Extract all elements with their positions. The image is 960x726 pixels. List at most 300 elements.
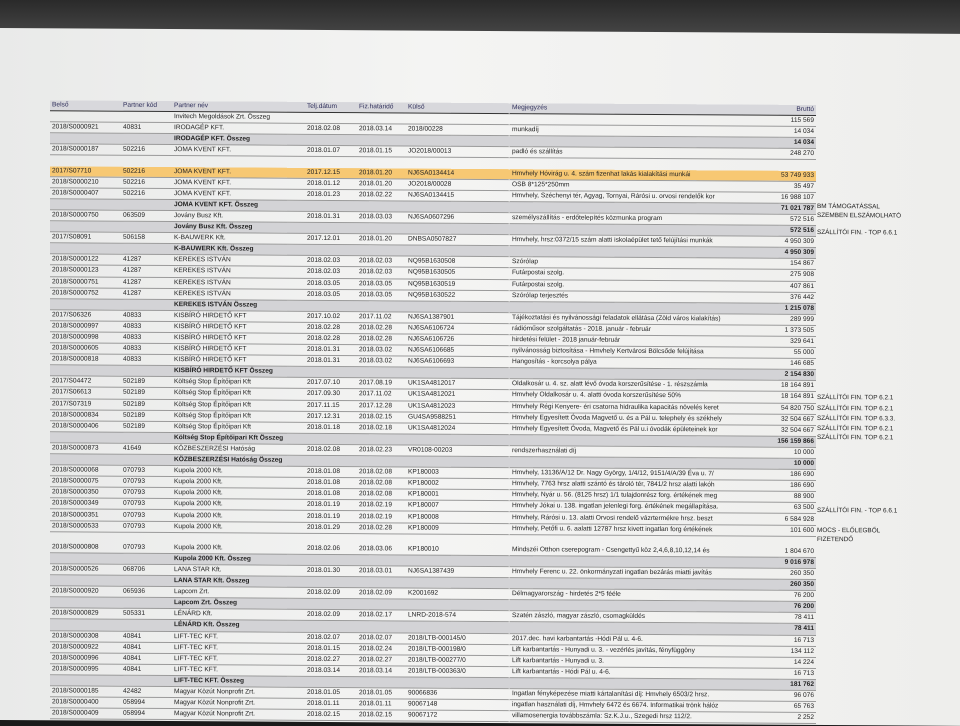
table-cell: 2018.01.08 — [305, 466, 357, 477]
table-cell: 88 900 — [740, 491, 816, 503]
table-cell: Költség Stop Építőipari Kft — [172, 399, 305, 411]
table-cell: rendszerhasználati díj — [510, 446, 740, 458]
table-cell: 146 685 — [740, 358, 816, 370]
table-cell — [121, 243, 172, 254]
table-cell: 070793 — [121, 510, 172, 521]
table-cell: JOMA KVENT KFT. — [172, 177, 305, 189]
table-cell: 068706 — [121, 564, 172, 575]
table-cell: 2018.01.20 — [357, 168, 406, 179]
table-cell: 2018.03.05 — [357, 278, 406, 289]
table-cell: 2018/LTB-000277/0 — [406, 655, 510, 667]
side-note: BM TÁMOGATÁSSAL — [817, 202, 880, 211]
table-cell: 2018.02.08 — [305, 444, 357, 455]
table-cell: munkadíj — [510, 125, 740, 137]
table-cell: 2018.01.20 — [357, 178, 406, 189]
table-cell: NJ6SA0607296 — [406, 212, 510, 224]
table-cell: Költség Stop Építőipari Kft — [172, 388, 305, 400]
table-cell: 1 215 078 — [740, 303, 816, 315]
table-cell — [50, 675, 121, 687]
table-cell: Hmvhely Hóvirág u. 4. szám fizenhat lakás kialakítási munkái — [510, 169, 740, 181]
table-cell: 40831 — [121, 122, 172, 133]
table-cell: Mindszéi Otthon cserepogram - Csengettyű köz 2,4,6,8,10,12,14 és — [510, 545, 740, 557]
table-cell: 572 516 — [740, 225, 816, 237]
table-cell: 6 584 928 — [740, 513, 816, 525]
table-cell: 2018/S0000997 — [50, 321, 121, 333]
table-cell — [406, 555, 510, 567]
table-cell: KP180010 — [406, 544, 510, 555]
table-cell: 2017.12.01 — [305, 233, 357, 244]
table-cell: 502189 — [121, 399, 172, 410]
table-cell: 2018/S0000533 — [50, 520, 121, 532]
table-cell: Költség Stop Építőipari Kft Összeg — [172, 432, 305, 444]
table-cell: 2018.01.23 — [305, 189, 357, 200]
table-cell — [406, 599, 510, 611]
table-cell: 2018/S0000068 — [50, 465, 121, 477]
table-cell: 40833 — [121, 310, 172, 321]
table-cell: Hmvhely, Rárósi u. 13. alatti Orvosi rendelő vázrtermékre hrsz. beszt — [510, 512, 740, 524]
table-cell: Kupola 2000 Kft. — [172, 488, 305, 500]
table-cell — [740, 159, 816, 170]
table-cell: Hmvhely Egyesített Óvoda Magvető u. és a Pál u. telephely és székhely — [510, 412, 740, 424]
table-cell: 2018.03.05 — [305, 289, 357, 300]
table-cell: 2 154 830 — [740, 369, 816, 381]
table-cell: LANA STAR Kft. — [172, 564, 305, 576]
table-cell: 2018.02.28 — [305, 322, 357, 333]
table-cell: 2018.02.28 — [357, 522, 406, 533]
table-cell: 4 950 309 — [740, 236, 816, 248]
side-note: SZÁLLÍTÓI FIN. TOP 6.2.1 — [817, 433, 894, 442]
table-cell: K-BAUWERK Kft. — [172, 233, 305, 245]
table-cell: Futárpostai szolg. — [510, 268, 740, 280]
table-cell: Kupola 2000 Kft. Összeg — [172, 553, 305, 565]
table-cell: NJ6SA6106726 — [406, 334, 510, 346]
table-cell: 2018/S0000400 — [50, 697, 121, 709]
table-cell — [50, 243, 121, 255]
table-cell: 260 350 — [740, 579, 816, 591]
table-cell: KP180001 — [406, 489, 510, 501]
table-cell: Délmagyarország - hirdetés 2*5 fééle — [510, 589, 740, 601]
table-cell: 058994 — [121, 708, 172, 719]
table-cell: 2018.02.15 — [357, 411, 406, 422]
table-cell: Szatén zászló, magyar zászló, csomagküldés — [510, 611, 740, 623]
table-cell: 2018.03.14 — [357, 124, 406, 135]
table-cell: 14 034 — [740, 137, 816, 149]
table-cell: LIFT-TEC KFT. — [172, 631, 305, 643]
table-cell: 2018/S0000995 — [50, 664, 121, 676]
table-cell — [121, 454, 172, 465]
table-cell: 502216 — [121, 188, 172, 199]
table-cell: Hmvhely Egyesített Óvoda, Magvető és Pál u.i óvodák épületeinek kor — [510, 423, 740, 435]
table-cell: JO2018/00028 — [406, 179, 510, 191]
table-cell: 2018.01.15 — [357, 146, 406, 157]
table-cell: NJ6SA6106685 — [406, 345, 510, 357]
table-cell: 2018/S0000187 — [50, 144, 121, 156]
side-note: SZÁLLÍTÓI FIN. - TOP 6.6.1 — [817, 506, 898, 515]
table-cell: 2018/S0000122 — [50, 254, 121, 266]
table-cell — [50, 221, 121, 233]
table-cell: 2018/S0000350 — [50, 487, 121, 499]
table-cell: Kupola 2000 Kft. — [172, 543, 305, 554]
table-cell: Hmvhely Jókai u. 138. ingatlan jelenlegi forg. értékének megállapítása. — [510, 501, 740, 513]
table-cell: JOMA KVENT KFT. — [172, 167, 305, 178]
table-cell: Hmvhely, 7763 hrsz alatti szántó és tároló tér, 7841/2 hrsz alatti lakóh — [510, 479, 740, 491]
table-cell: Hmvhely Ferenc u. 22. önkormányzati ingatlan bezárás miatti javítás — [510, 567, 740, 579]
table-cell — [406, 135, 510, 147]
table-cell: 289 999 — [740, 314, 816, 326]
table-cell: 2018/S0000752 — [50, 287, 121, 299]
table-cell: KEREKES ISTVÁN — [172, 266, 305, 278]
table-cell: Magyar Közút Nonprofit Zrt. — [172, 687, 305, 699]
table-cell: 2018.02.09 — [305, 587, 357, 598]
table-cell: Kupola 2000 Kft. — [172, 510, 305, 522]
table-cell: Kupola 2000 Kft. — [172, 466, 305, 478]
table-cell: 40833 — [121, 332, 172, 343]
table-cell: Kupola 2000 Kft. — [172, 477, 305, 489]
table-cell — [305, 112, 357, 123]
table-cell: 14 224 — [740, 657, 816, 669]
table-cell: 32 504 667 — [740, 414, 816, 426]
table-cell: 115 569 — [740, 115, 816, 127]
table-cell — [406, 201, 510, 213]
table-cell — [357, 157, 406, 168]
table-cell: 181 762 — [740, 679, 816, 691]
table-cell: NQ95B1630505 — [406, 267, 510, 279]
table-cell — [50, 199, 121, 211]
table-cell: 2018.01.29 — [305, 522, 357, 533]
table-cell — [305, 367, 357, 378]
table-cell — [50, 553, 121, 565]
table-cell: 502216 — [121, 145, 172, 156]
table-cell: 42482 — [121, 686, 172, 697]
table-cell: 2018.02.24 — [357, 643, 406, 654]
table-cell: Lapcom Zrt. — [172, 587, 305, 599]
table-cell: 2018.02.08 — [357, 467, 406, 478]
table-cell: 18 164 891 — [740, 391, 816, 403]
side-note: SZÁLLÍTÓI FIN. TOP 6.2.1 — [817, 404, 894, 413]
table-cell: 572 516 — [740, 214, 816, 226]
table-cell — [357, 223, 406, 234]
table-cell — [121, 675, 172, 686]
column-header: Megjegyzés — [510, 103, 740, 115]
table-cell — [50, 454, 121, 466]
table-cell: KP180008 — [406, 511, 510, 523]
table-cell: 260 350 — [740, 568, 816, 580]
table-cell: ingatlan használati díj, Hmvhely 6472 és 6674. Informatikai trönk hálóz — [510, 700, 740, 712]
table-cell: 156 159 866 — [740, 436, 816, 448]
table-cell: 329 641 — [740, 336, 816, 348]
table-cell: 2018.02.28 — [357, 334, 406, 345]
table-cell: 2017.11.02 — [357, 389, 406, 400]
table-cell — [50, 432, 121, 444]
table-cell: 2018/S0000922 — [50, 641, 121, 653]
table-cell: 2018.01.30 — [305, 565, 357, 576]
table-cell: 2018/S0000349 — [50, 498, 121, 510]
table-cell: 2018.01.07 — [305, 146, 357, 157]
table-cell — [357, 533, 406, 544]
table-cell: villamosenergia továbbszámla: Sz.K.J.u., Szegedi hrsz 112/2. — [510, 711, 740, 723]
table-cell: 2018/S0000406 — [50, 421, 121, 433]
table-cell: 2018.02.15 — [357, 710, 406, 721]
table-cell: KISBÍRÓ HIRDETŐ KFT Összeg — [172, 366, 305, 378]
table-cell: UK1SA4812023 — [406, 401, 510, 413]
side-note: SZEMBEN ELSZÁMOLHATÓ — [817, 211, 902, 220]
table-cell: KP180003 — [406, 467, 510, 479]
table-cell: Szórólap terjesztés — [510, 290, 740, 302]
table-cell — [357, 577, 406, 588]
table-cell: 2018.02.06 — [305, 544, 357, 555]
table-cell — [357, 367, 406, 378]
table-cell: Lift karbantartás - Hunyadi u. 3. - vezérlés javítás, fényfüggöny — [510, 644, 740, 656]
table-cell: 2017.07.10 — [305, 378, 357, 389]
table-cell: 2018.01.20 — [357, 234, 406, 245]
table-cell: NQ95B1630522 — [406, 290, 510, 302]
table-cell: KISBÍRÓ HIRDETŐ KFT — [172, 310, 305, 322]
table-cell: 40833 — [121, 321, 172, 332]
table-cell — [50, 619, 121, 631]
table-cell: VR0108-00203 — [406, 445, 510, 457]
table-cell: Tájékoztatási és nyilvánossági feladatok ellátása (Zöld város kialakítás) — [510, 312, 740, 324]
table-cell: 2018.02.08 — [357, 489, 406, 500]
table-cell: KP180002 — [406, 478, 510, 490]
table-cell: 53 749 933 — [740, 170, 816, 181]
table-cell — [305, 576, 357, 587]
table-cell: 2018/S0000998 — [50, 332, 121, 344]
table-cell: 186 690 — [740, 469, 816, 481]
table-cell: 070793 — [121, 499, 172, 510]
table-cell: 2018/LTB-000145/0 — [406, 632, 510, 644]
table-cell: 2018.01.19 — [305, 500, 357, 511]
table-cell: 2018.01.31 — [305, 211, 357, 222]
table-cell — [50, 111, 121, 123]
table-cell: 070793 — [121, 521, 172, 532]
table-cell: 2018.02.22 — [357, 189, 406, 200]
table-cell — [406, 434, 510, 446]
table-cell — [121, 365, 172, 376]
table-cell: LNRD-2018-574 — [406, 610, 510, 622]
table-cell — [357, 113, 406, 124]
table-cell: KEREKES ISTVÁN — [172, 255, 305, 267]
table-cell — [50, 365, 121, 377]
table-cell: Invitech Megoldások Zrt. Összeg — [172, 112, 305, 124]
table-cell: 2018.01.11 — [305, 698, 357, 709]
table-cell: NJ6SA0134415 — [406, 190, 510, 202]
table-cell: 2018.01.08 — [305, 489, 357, 500]
table-cell: 76 200 — [740, 590, 816, 602]
table-cell: 2018.02.19 — [357, 500, 406, 511]
table-cell: K-BAUWERK Kft. Összeg — [172, 244, 305, 256]
table-cell: 2018.02.18 — [357, 422, 406, 433]
table-cell: 2017.10.02 — [305, 311, 357, 322]
table-cell: 2018.01.31 — [305, 344, 357, 355]
table-cell: 41287 — [121, 266, 172, 277]
table-cell: 90067148 — [406, 699, 510, 711]
table-cell: 2017.09.30 — [305, 389, 357, 400]
table-cell — [406, 677, 510, 689]
table-cell: 16 713 — [740, 668, 816, 680]
table-cell: 2018/S0000834 — [50, 409, 121, 421]
table-cell: 2018/S0000829 — [50, 608, 121, 620]
table-cell: KP180007 — [406, 500, 510, 512]
table-cell: Hmvhely, hrsz:0372/15 szám alatti iskolaépület tető felújítási munkák — [510, 235, 740, 247]
table-cell: 070793 — [121, 465, 172, 476]
table-cell — [121, 532, 172, 543]
table-cell: 2018/S0000920 — [50, 586, 121, 598]
table-cell: Kupola 2000 Kft. — [172, 499, 305, 511]
table-cell: 2018.01.31 — [305, 356, 357, 367]
table-cell — [305, 433, 357, 444]
table-cell: Költség Stop Építőipari Kft — [172, 421, 305, 433]
table-cell: NJ6SA6106724 — [406, 323, 510, 335]
table-cell: 41649 — [121, 443, 172, 454]
table-cell — [305, 676, 357, 687]
table-cell: 2018.02.07 — [357, 632, 406, 643]
table-cell — [406, 113, 510, 125]
table-cell: 2018/S0000308 — [50, 630, 121, 642]
side-note: SZÁLLÍTÓI FIN. - TOP 6.6.1 — [817, 228, 898, 237]
table-cell: 14 034 — [740, 126, 816, 138]
table-cell: 41287 — [121, 255, 172, 266]
table-cell — [305, 533, 357, 544]
table-cell: UK1SA4812017 — [406, 378, 510, 390]
table-cell: 2018.01.05 — [305, 687, 357, 698]
table-cell: 2017/S08091 — [50, 232, 121, 244]
table-cell — [50, 597, 121, 609]
table-cell: 9 016 978 — [740, 557, 816, 569]
table-cell — [357, 599, 406, 610]
table-cell: 2017/S06613 — [50, 387, 121, 399]
table-cell: 2018.02.15 — [305, 710, 357, 721]
table-cell: 2018.01.11 — [357, 699, 406, 710]
table-cell: 78 411 — [740, 623, 816, 635]
table-cell: Magyar Közút Nonprofit Zrt. — [172, 709, 305, 721]
table-cell: Hmvhely Régi Kenyere- éri csatorna hidraulika kapacitás növelés keret — [510, 401, 740, 413]
table-cell: LANA STAR Kft. Összeg — [172, 576, 305, 588]
table-cell: 2018.03.03 — [357, 212, 406, 223]
table-cell — [357, 245, 406, 256]
table-cell — [121, 156, 172, 167]
table-cell — [305, 200, 357, 211]
table-cell: KISBÍRÓ HIRDETŐ KFT — [172, 355, 305, 367]
table-cell: Hangosítás - korcsolya pálya — [510, 357, 740, 369]
table-cell: 248 270 — [740, 148, 816, 160]
table-cell: 154 867 — [740, 258, 816, 270]
table-cell: 2018.02.23 — [357, 445, 406, 456]
table-cell: 2018.01.19 — [305, 511, 357, 522]
table-cell: KEREKES ISTVÁN — [172, 288, 305, 300]
table-cell: 2018/LTB-000363/0 — [406, 666, 510, 678]
table-cell: 2018.01.15 — [305, 643, 357, 654]
table-cell: 16 988 107 — [740, 192, 816, 204]
table-cell — [50, 575, 121, 587]
table-cell: NJ6SA6106693 — [406, 356, 510, 368]
table-cell — [357, 135, 406, 146]
table-cell: UK1SA4812024 — [406, 423, 510, 435]
table-cell — [121, 620, 172, 631]
table-cell: 2018.03.05 — [357, 289, 406, 300]
table-cell: 41287 — [121, 288, 172, 299]
table-cell: 2018.01.08 — [305, 478, 357, 489]
column-header: Fiz.határidő — [357, 102, 406, 113]
table-cell: 2018.03.01 — [357, 566, 406, 577]
table-cell — [172, 156, 305, 167]
table-cell: 2018.02.03 — [305, 256, 357, 267]
table-cell: 54 820 750 — [740, 403, 816, 415]
table-cell: JOMA KVENT KFT. — [172, 145, 305, 157]
table-cell: 2017.dec. havi karbantartás -Hódi Pál u. 4-6. — [510, 633, 740, 645]
table-cell: Hmvhely, Petőfi u. 6. aalatti 12787 hrsz kivett ingatlan forg értékének — [510, 523, 740, 535]
table-cell: 2018.02.28 — [305, 333, 357, 344]
table-cell: 2017.12.15 — [305, 167, 357, 178]
table-cell: 2017.08.19 — [357, 378, 406, 389]
table-cell: 10 000 — [740, 447, 816, 459]
table-cell: 63 500 — [740, 502, 816, 514]
table-cell — [305, 157, 357, 168]
table-cell: IRODAGÉP KFT. Összeg — [172, 134, 305, 146]
table-cell: 2 252 — [740, 712, 816, 724]
table-cell: 275 908 — [740, 269, 816, 281]
table-cell: 40833 — [121, 343, 172, 354]
table-cell: 2018.02.03 — [305, 267, 357, 278]
table-cell: 90066836 — [406, 688, 510, 700]
table-cell: 2018.03.14 — [305, 665, 357, 676]
table-cell: 2018/S0000075 — [50, 476, 121, 488]
table-cell: 2018.03.05 — [305, 278, 357, 289]
table-cell: 2018.03.14 — [357, 665, 406, 676]
table-cell — [121, 597, 172, 608]
table-cell: 2018.01.05 — [357, 688, 406, 699]
table-cell — [406, 577, 510, 589]
table-cell: LÉNÁRD Kft. Összeg — [172, 620, 305, 632]
table-cell — [305, 554, 357, 565]
table-cell — [357, 555, 406, 566]
table-cell — [50, 298, 121, 310]
table-cell: 502216 — [121, 166, 172, 177]
table-cell: 101 600 — [740, 525, 816, 537]
table-cell: 35 497 — [740, 181, 816, 193]
table-cell — [406, 367, 510, 379]
ledger-table — [50, 100, 816, 724]
table-cell: Költség Stop Építőipari Kft — [172, 377, 305, 389]
table-cell: Jovány Busz Kft. Összeg — [172, 222, 305, 234]
table-cell: NQ95B1630508 — [406, 256, 510, 268]
table-cell: 502189 — [121, 421, 172, 432]
table-cell: 2018/S0000996 — [50, 652, 121, 664]
table-cell: LIFT-TEC KFT. — [172, 642, 305, 654]
table-cell: 65 763 — [740, 701, 816, 713]
table-cell: 2018.02.07 — [305, 632, 357, 643]
table-cell — [357, 433, 406, 444]
table-cell: 376 442 — [740, 292, 816, 304]
side-note: MOCS - ELŐLEGBŐL — [817, 526, 881, 535]
table-cell: 2018/S0000921 — [50, 122, 121, 134]
table-cell: 2017/S06326 — [50, 310, 121, 322]
table-cell — [121, 134, 172, 145]
table-cell: Lift karbantartás - Hunyadi u. 3. — [510, 655, 740, 667]
table-cell: 2017.11.02 — [357, 311, 406, 322]
table-cell — [121, 553, 172, 564]
table-cell — [357, 456, 406, 467]
table-cell: JOMA KVENT KFT. — [172, 188, 305, 200]
table-cell: 070793 — [121, 488, 172, 499]
paper-sheet — [0, 28, 960, 726]
table-cell: 2018.03.02 — [357, 356, 406, 367]
table-cell: 2018/S0000407 — [50, 188, 121, 200]
table-cell — [357, 677, 406, 688]
table-cell: OSB 8*125*250mm — [510, 179, 740, 191]
table-cell: 2018.03.02 — [357, 345, 406, 356]
table-cell — [121, 575, 172, 586]
table-cell: 32 504 667 — [740, 425, 816, 437]
